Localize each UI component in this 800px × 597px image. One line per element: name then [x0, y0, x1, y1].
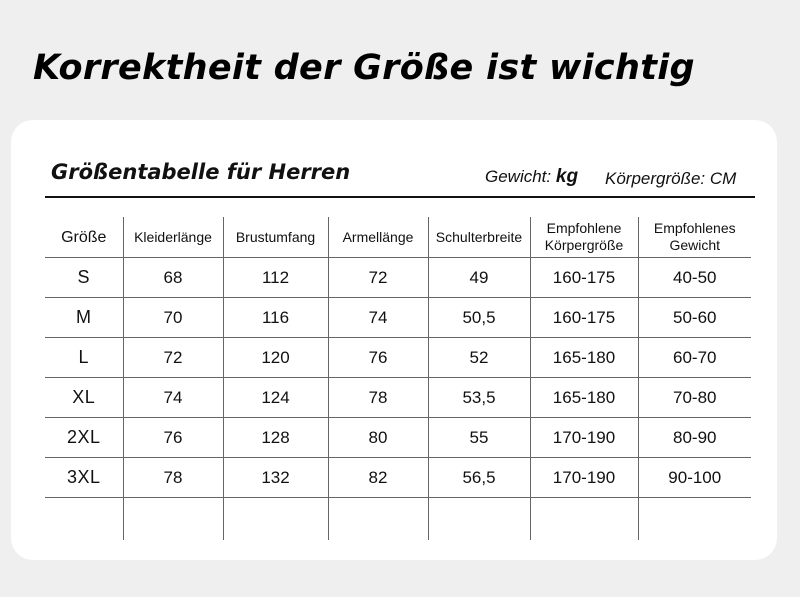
cell-chest: 116: [223, 298, 328, 338]
cell-length: 76: [123, 418, 223, 458]
cell-recommended-height: 170-190: [530, 418, 638, 458]
cell-recommended-weight: 40-50: [638, 258, 751, 298]
table-row: [45, 258, 751, 298]
header-length: Kleiderlänge: [123, 217, 223, 258]
header-chest: Brustumfang: [223, 217, 328, 258]
cell-chest: 124: [223, 378, 328, 418]
cell-sleeve: 76: [328, 338, 428, 378]
cell-chest: 128: [223, 418, 328, 458]
cell-length: 74: [123, 378, 223, 418]
empty-cell: [638, 498, 751, 541]
empty-cell: [45, 498, 123, 541]
header-shoulder: Schulterbreite: [428, 217, 530, 258]
cell-recommended-weight: 70-80: [638, 378, 751, 418]
weight-unit-note: [485, 166, 578, 188]
header-recommended-weight: Empfohlenes Gewicht: [638, 217, 751, 258]
cell-length: 72: [123, 338, 223, 378]
header-sleeve: Armellänge: [328, 217, 428, 258]
cell-chest: 120: [223, 338, 328, 378]
cell-size: 3XL: [45, 458, 123, 498]
cell-size: 2XL: [45, 418, 123, 458]
size-table: [45, 217, 751, 540]
cell-recommended-height: 165-180: [530, 338, 638, 378]
table-row: [45, 298, 751, 338]
cell-length: 70: [123, 298, 223, 338]
cell-length: 78: [123, 458, 223, 498]
cell-recommended-weight: 50-60: [638, 298, 751, 338]
empty-cell: [123, 498, 223, 541]
cell-size: M: [45, 298, 123, 338]
cell-shoulder: 55: [428, 418, 530, 458]
cell-recommended-height: 170-190: [530, 458, 638, 498]
table-row: [45, 458, 751, 498]
cell-recommended-weight: 90-100: [638, 458, 751, 498]
cell-sleeve: 80: [328, 418, 428, 458]
table-row: [45, 378, 751, 418]
table-body: [45, 258, 751, 541]
table-row: [45, 418, 751, 458]
cell-size: S: [45, 258, 123, 298]
empty-cell: [223, 498, 328, 541]
cell-chest: 112: [223, 258, 328, 298]
empty-cell: [428, 498, 530, 541]
height-unit-note: Körpergröße: CM: [605, 169, 737, 188]
cell-sleeve: 72: [328, 258, 428, 298]
weight-unit-value: kg: [555, 166, 579, 187]
cell-shoulder: 53,5: [428, 378, 530, 418]
cell-chest: 132: [223, 458, 328, 498]
cell-recommended-height: 165-180: [530, 378, 638, 418]
cell-sleeve: 82: [328, 458, 428, 498]
size-chart-title: Größentabelle für Herren: [51, 160, 351, 184]
cell-shoulder: 56,5: [428, 458, 530, 498]
cell-size: XL: [45, 378, 123, 418]
page-headline: Korrektheit der Größe ist wichtig: [33, 48, 695, 88]
empty-table-row: [45, 498, 751, 541]
header-recommended-height: Empfohlene Körpergröße: [530, 217, 638, 258]
empty-cell: [328, 498, 428, 541]
cell-recommended-height: 160-175: [530, 258, 638, 298]
cell-sleeve: 74: [328, 298, 428, 338]
weight-unit-label: Gewicht:: [485, 167, 552, 186]
cell-recommended-weight: 80-90: [638, 418, 751, 458]
cell-shoulder: 50,5: [428, 298, 530, 338]
cell-sleeve: 78: [328, 378, 428, 418]
header-size: Größe: [45, 217, 123, 258]
empty-cell: [530, 498, 638, 541]
cell-shoulder: 49: [428, 258, 530, 298]
title-divider: [45, 196, 755, 198]
cell-shoulder: 52: [428, 338, 530, 378]
cell-length: 68: [123, 258, 223, 298]
cell-size: L: [45, 338, 123, 378]
cell-recommended-height: 160-175: [530, 298, 638, 338]
table-row: [45, 338, 751, 378]
cell-recommended-weight: 60-70: [638, 338, 751, 378]
table-header-row: [45, 217, 751, 258]
